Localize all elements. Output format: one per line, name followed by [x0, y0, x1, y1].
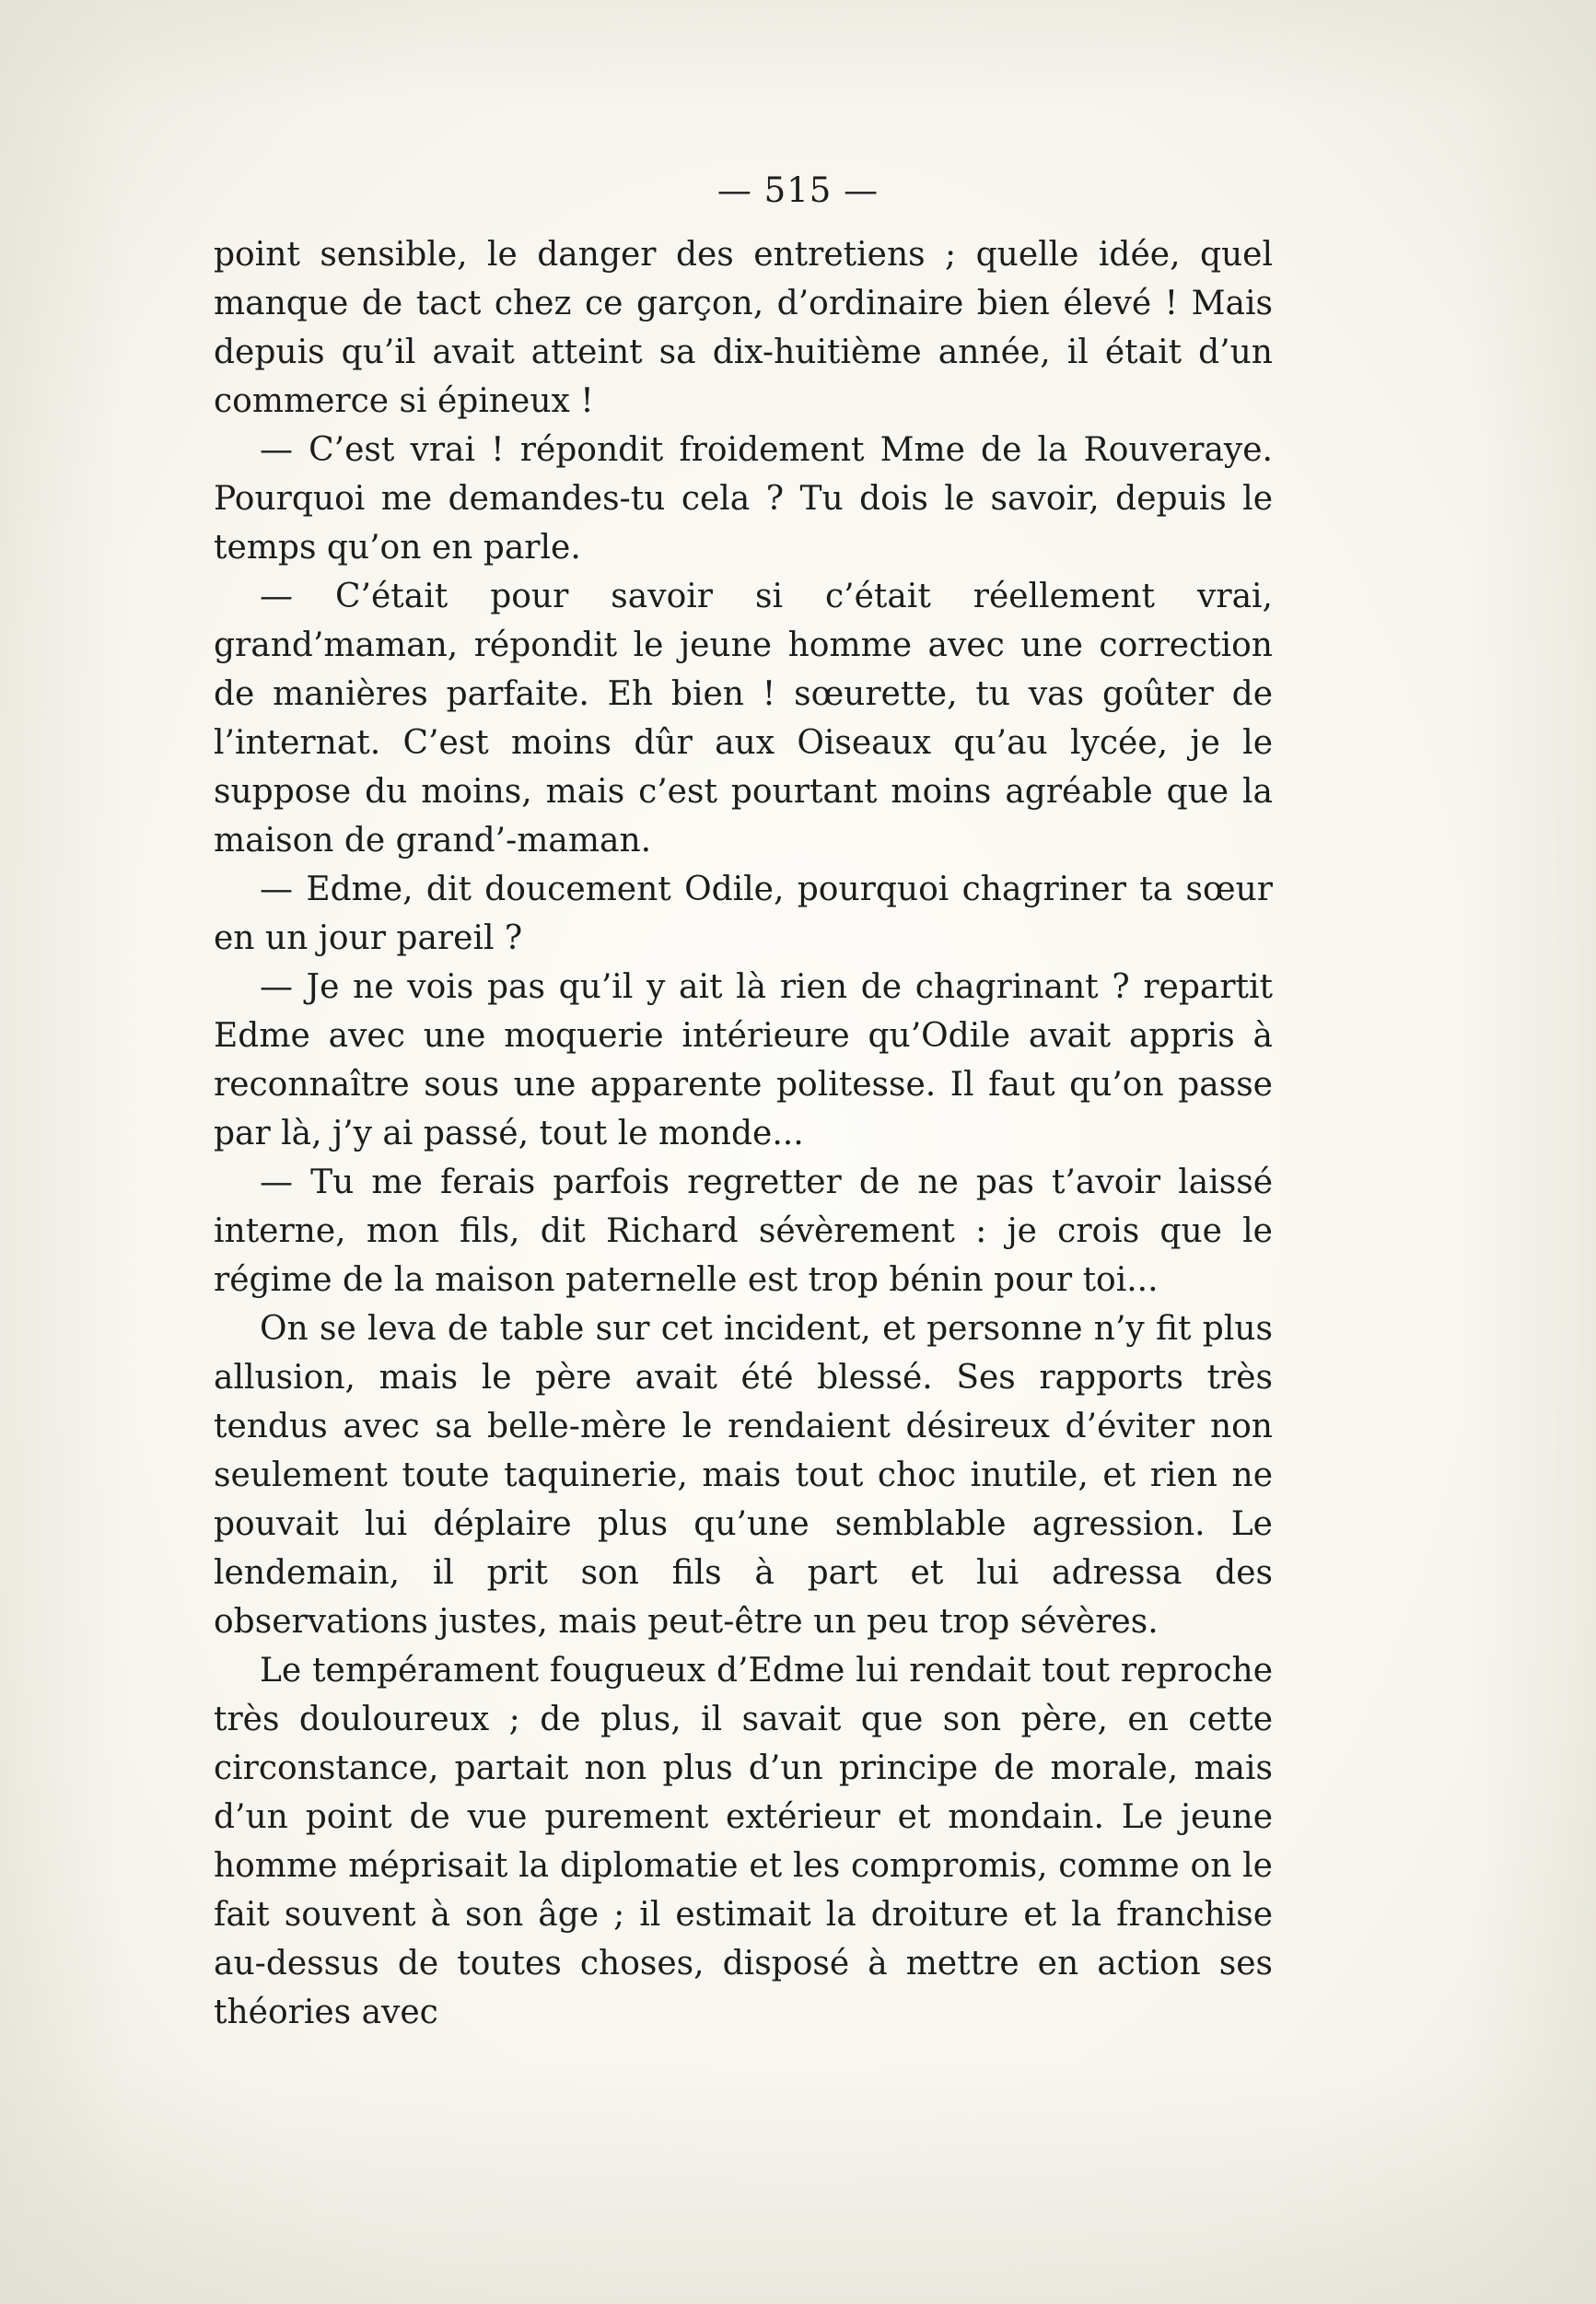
page-number: — 515 —: [716, 170, 880, 210]
paragraph: point sensible, le danger des entretiens ; quelle idée, quel manque de tact chez ce garçon, d’ordinaire bien élevé ! Mais depuis qu’il avait atteint sa dix-huitième année, il était d’un commerce si épineux !: [214, 236, 1273, 420]
paragraph: On se leva de table sur cet incident, et personne n’y fit plus allusion, mais le père avait été blessé. Ses rapports très tendus avec sa belle-mère le rendaient désireux d’éviter non seulement toute taquinerie, mais tout choc inutile, et rien ne pouvait lui déplaire plus qu’une semblable agression. Le lendemain, il prit son fils à part et lui adressa des observations justes, mais peut-être un peu trop sévères.: [214, 1310, 1273, 1641]
paragraph: — C’est vrai ! répondit froidement Mme de la Rouveraye. Pourquoi me demandes-tu cela ? Tu dois le savoir, depuis le temps qu’on en parle.: [214, 431, 1273, 567]
paragraph: — C’était pour savoir si c’était réellement vrai, grand’maman, répondit le jeune homme avec une correction de manières parfaite. Eh bien ! sœurette, tu vas goûter de l’internat. C’est moins dûr aux Oiseaux qu’au lycée, je le suppose du moins, mais c’est pourtant moins agréable que la maison de grand’-maman.: [214, 578, 1273, 860]
page-edge-right: [1467, 0, 1596, 2304]
paragraph: — Je ne vois pas qu’il y ait là rien de chagrinant ? repartit Edme avec une moquerie intérieure qu’Odile avait appris à reconnaître sous une apparente politesse. Il faut qu’on passe par là, j’y ai passé, tout le monde...: [214, 968, 1273, 1152]
paragraph: — Edme, dit doucement Odile, pourquoi chagriner ta sœur en un jour pareil ?: [214, 871, 1273, 957]
page-body-text: [214, 230, 1273, 2037]
page-edge-left: [0, 0, 129, 2304]
page-edge-top: [0, 0, 1596, 111]
paragraph: Le tempérament fougueux d’Edme lui rendait tout reproche très douloureux ; de plus, il savait que son père, en cette circonstance, partait non plus d’un principe de morale, mais d’un point de vue purement extérieur et mondain. Le jeune homme méprisait la diplomatie et les compromis, comme on le fait souvent à son âge ; il estimait la droiture et la franchise au-dessus de toutes choses, disposé à mettre en action ses théories avec: [214, 1652, 1273, 2031]
paragraph: — Tu me ferais parfois regretter de ne pas t’avoir laissé interne, mon fils, dit Richard sévèrement : je crois que le régime de la maison paternelle est trop bénin pour toi...: [214, 1164, 1273, 1299]
page-edge-bottom: [0, 2064, 1596, 2304]
